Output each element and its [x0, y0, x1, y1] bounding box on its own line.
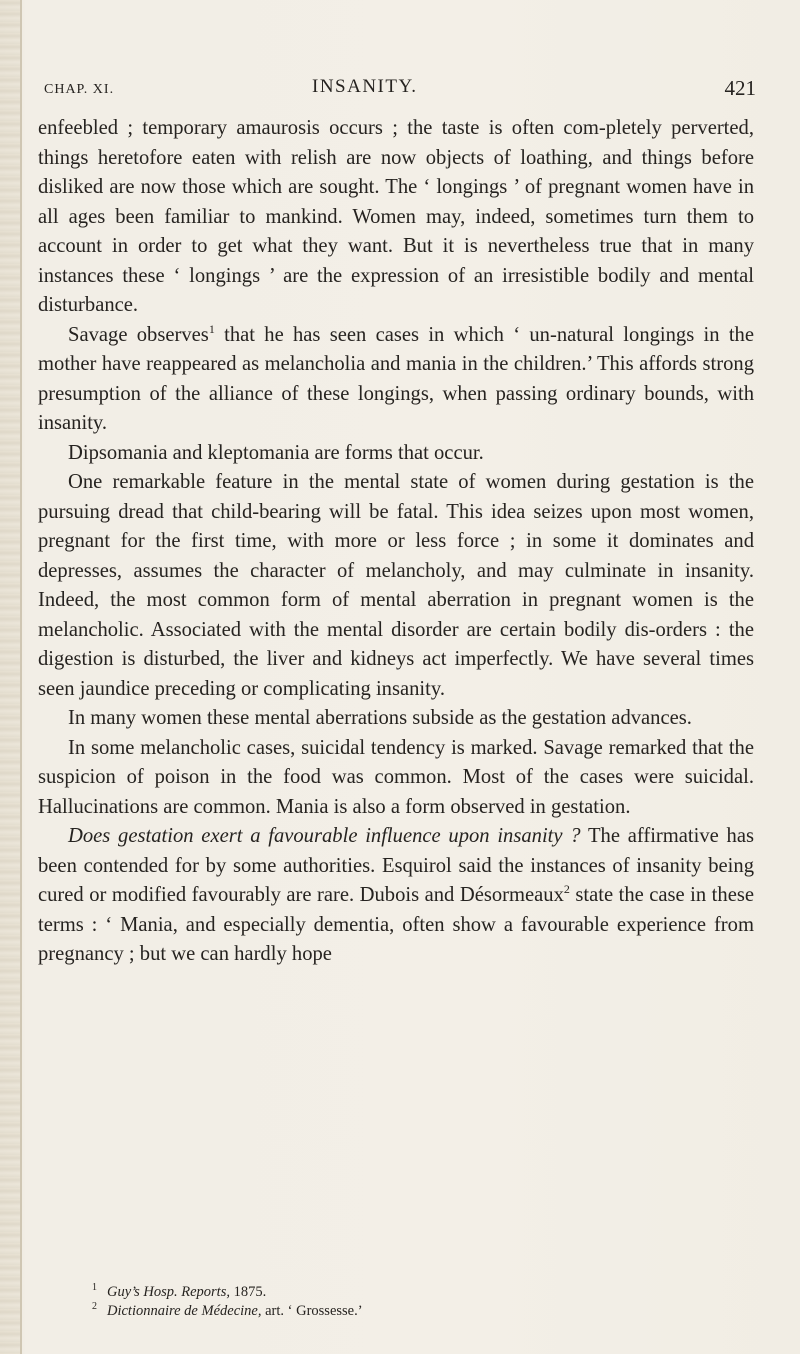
- running-header: [44, 76, 756, 106]
- paragraph-4: One remarkable feature in the mental state of women during gestation is the pursuing dread that child-bearing will be fatal. This idea seizes upon most women, pregnant for the first time, with more or less force ; in some it dominates and depresses, assumes the character of melancholy, and may culminate in insanity. Indeed, the most common form of mental aberration in pregnant women is the melancholic. Associated with the mental disorder are certain bodily dis-orders : the digestion is disturbed, the liver and kidneys act imperfectly. We have several times seen jaundice preceding or complicating insanity.: [38, 471, 754, 700]
- paragraph-7-text-cont: state the case in these terms : ‘ Mania, and especially dementia, often show a favourable experience from pregnancy ; but we can hardly hope: [38, 884, 754, 965]
- chapter-label: CHAP. XI.: [44, 82, 115, 97]
- paragraph-1: enfeebled ; temporary amaurosis occurs ; the taste is often com-pletely perverted, things heretofore eaten with relish are now objects of loathing, and things before disliked are now those which are sought. The ‘ longings ’ of pregnant women have in all ages been familiar to mankind. Women may, indeed, sometimes turn them to account in order to get what they want. But it is nevertheless true that in many instances these ‘ longings ’ are the expression of an irresistible bodily and mental disturbance.: [38, 117, 754, 316]
- paragraph-3: Dipsomania and kleptomania are forms that occur.: [68, 441, 484, 464]
- footnote-1: [92, 1283, 752, 1302]
- footnote-2-title: Dictionnaire de Médecine,: [107, 1303, 262, 1319]
- footnote-2-rest: art. ‘ Grossesse.’: [261, 1303, 363, 1319]
- page-binding-edge: [0, 0, 22, 1354]
- paragraph-5: In many women these mental aberrations subside as the gestation advances.: [68, 707, 692, 729]
- paragraph-7-text: The affirmative has been contended for by some authorities. Esquirol said the instances of insanity being cured or modified favourably are rare. Dubois and Désormeaux: [38, 825, 754, 906]
- italic-question: Does gestation exert a favourable influence upon insanity ?: [68, 825, 581, 847]
- footnote-ref-1[interactable]: 1: [208, 321, 215, 336]
- footnote-ref-2[interactable]: 2: [563, 882, 570, 897]
- paragraph-6: In some melancholic cases, suicidal tendency is marked. Savage remarked that the suspicion of poison in the food was common. Most of the cases were suicidal. Hallucinations are common. Mania is also a form observed in gestation.: [38, 736, 754, 818]
- footnote-1-rest: 1875.: [229, 1284, 267, 1300]
- paragraph-2: [38, 321, 754, 439]
- footnotes: [92, 1283, 752, 1321]
- footnote-2-mark: 2: [92, 1301, 97, 1313]
- body-text: [38, 114, 754, 970]
- paragraph-7: [38, 822, 754, 970]
- page-number: 421: [724, 76, 756, 100]
- footnote-2: [92, 1302, 752, 1321]
- paragraph-2-text: that he has seen cases in which ‘ un-natural longings in the mother have reappeared as melancholia and mania in the children.’ This affords strong presumption of the alliance of these longings, when passing ordinary bounds, with insanity.: [38, 323, 754, 434]
- binding-shadow-line: [20, 0, 22, 1354]
- running-title: INSANITY.: [312, 76, 418, 97]
- footnote-1-title: Guy’s Hosp. Reports,: [107, 1284, 230, 1300]
- paragraph-2-lead: Savage observes: [68, 323, 209, 346]
- footnote-1-mark: 1: [92, 1282, 97, 1294]
